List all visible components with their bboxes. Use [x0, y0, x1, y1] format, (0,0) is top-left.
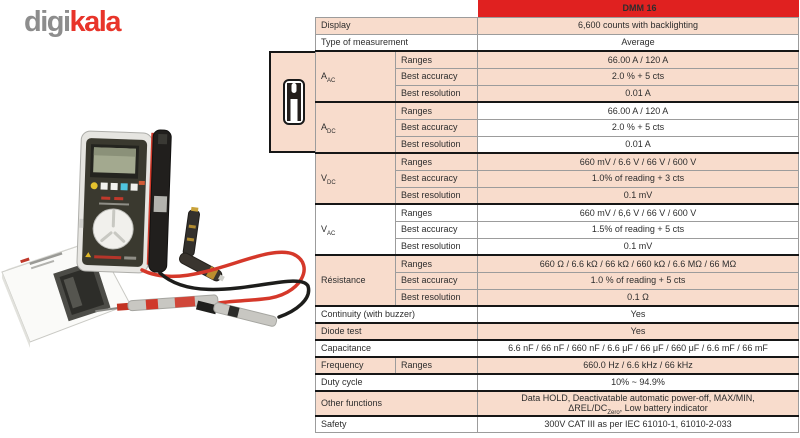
- section-label-base: A: [321, 71, 328, 82]
- row-capacitance: [316, 340, 799, 357]
- model-name: DMM 16: [478, 0, 799, 17]
- row-continuity: [316, 306, 799, 323]
- logo-text-red: kala: [69, 6, 120, 38]
- section-label-base: A: [321, 122, 328, 133]
- section-label-vdc: [316, 153, 396, 204]
- row-label: Continuity (with buzzer): [316, 306, 478, 323]
- row-label: Capacitance: [316, 340, 478, 357]
- sub-label: Best resolution: [396, 187, 478, 204]
- sub-label: Best accuracy: [396, 119, 478, 136]
- row-vac-ranges: [316, 204, 799, 221]
- row-value: Yes: [478, 323, 799, 340]
- header-blank-cell: [316, 0, 478, 17]
- other-functions-line2: ΔREL/$DC_{Zero}$, Low battery indicator: [568, 403, 708, 417]
- table-header-row: [316, 0, 799, 17]
- row-resistance-ranges: [316, 255, 799, 272]
- row-value: 66.00 A / 120 A: [478, 51, 799, 68]
- section-label-sub: AC: [327, 78, 336, 85]
- sub-label: Ranges: [396, 357, 478, 374]
- row-aac-ranges: [316, 51, 799, 68]
- row-label: Diode test: [316, 323, 478, 340]
- row-value: 660.0 Hz / 6.6 kHz / 66 kHz: [478, 357, 799, 374]
- row-value: 660 mV / 6.6 V / 66 V / 600 V: [478, 153, 799, 170]
- row-display: [316, 17, 799, 34]
- row-value: 0.1 mV: [478, 238, 799, 255]
- multimeter-illustration: [77, 131, 153, 273]
- section-label-adc: [316, 102, 396, 153]
- row-value: 10% ~ 94.9%: [478, 374, 799, 391]
- section-label-sub: DC: [327, 180, 336, 187]
- row-value: 6.6 nF / 66 nF / 660 nF / 6.6 μF / 66 μF / 660 μF / 6.6 mF / 66 mF: [478, 340, 799, 357]
- row-value: 0.1 mV: [478, 187, 799, 204]
- product-photo: [0, 70, 315, 380]
- row-value: 0.1 Ω: [478, 289, 799, 306]
- sub-label: Best accuracy: [396, 272, 478, 289]
- sub-label: Ranges: [396, 153, 478, 170]
- row-value: Yes: [478, 306, 799, 323]
- row-label: Safety: [316, 416, 478, 433]
- section-label-base: V: [321, 224, 328, 235]
- row-frequency: [316, 357, 799, 374]
- row-safety: [316, 416, 799, 433]
- row-type-of-measurement: [316, 34, 799, 51]
- section-label-sub: AC: [327, 231, 336, 238]
- sub-label: Best resolution: [396, 85, 478, 102]
- section-label-base: V: [321, 173, 328, 184]
- logo-text-gray: digi: [24, 6, 70, 38]
- row-label: Frequency: [316, 357, 396, 374]
- sub-label: Best resolution: [396, 238, 478, 255]
- row-label: Other functions: [316, 391, 478, 416]
- row-label: Display: [316, 17, 478, 34]
- sub-label: Ranges: [396, 51, 478, 68]
- sub-label: Best accuracy: [396, 221, 478, 238]
- other-functions-line1: Data HOLD, Deactivatable automatic power-off, MAX/MIN,: [521, 393, 755, 403]
- row-label: Type of measurement: [316, 34, 478, 51]
- section-label-aac: [316, 51, 396, 102]
- section-label-vac: [316, 204, 396, 255]
- row-value: 6,600 counts with backlighting: [478, 17, 799, 34]
- row-value: 1.0% of reading + 3 cts: [478, 170, 799, 187]
- row-value: 1.5% of reading + 5 cts: [478, 221, 799, 238]
- row-duty-cycle: [316, 374, 799, 391]
- sub-label: Best resolution: [396, 136, 478, 153]
- sub-label: Ranges: [396, 204, 478, 221]
- sub-label: Ranges: [396, 102, 478, 119]
- row-value: [478, 391, 799, 416]
- row-diode-test: [316, 323, 799, 340]
- sub-label: Ranges: [396, 255, 478, 272]
- row-vdc-ranges: [316, 153, 799, 170]
- row-label: Duty cycle: [316, 374, 478, 391]
- row-value: 0.01 A: [478, 85, 799, 102]
- row-value: 66.00 A / 120 A: [478, 102, 799, 119]
- row-value: 2.0 % + 5 cts: [478, 68, 799, 85]
- section-label-sub: DC: [327, 129, 336, 136]
- spec-table: [315, 0, 799, 433]
- row-value: 660 Ω / 6.6 kΩ / 66 kΩ / 660 kΩ / 6.6 MΩ / 66 MΩ: [478, 255, 799, 272]
- row-value: 1.0 % of reading + 5 cts: [478, 272, 799, 289]
- row-other-functions: [316, 391, 799, 416]
- fork-clamp-icon: [283, 79, 305, 125]
- row-value: 300V CAT III as per IEC 61010-1, 61010-2-033: [478, 416, 799, 433]
- row-value: Average: [478, 34, 799, 51]
- row-value: 0.01 A: [478, 136, 799, 153]
- sub-label: Best accuracy: [396, 170, 478, 187]
- row-value: 2.0 % + 5 cts: [478, 119, 799, 136]
- sub-label: Best resolution: [396, 289, 478, 306]
- row-adc-ranges: [316, 102, 799, 119]
- clamp-icon-cell: [269, 51, 316, 153]
- section-label-resistance: Résistance: [316, 255, 396, 306]
- row-value: 660 mV / 6,6 V / 66 V / 600 V: [478, 204, 799, 221]
- digikala-logo: [24, 6, 120, 39]
- sub-label: Best accuracy: [396, 68, 478, 85]
